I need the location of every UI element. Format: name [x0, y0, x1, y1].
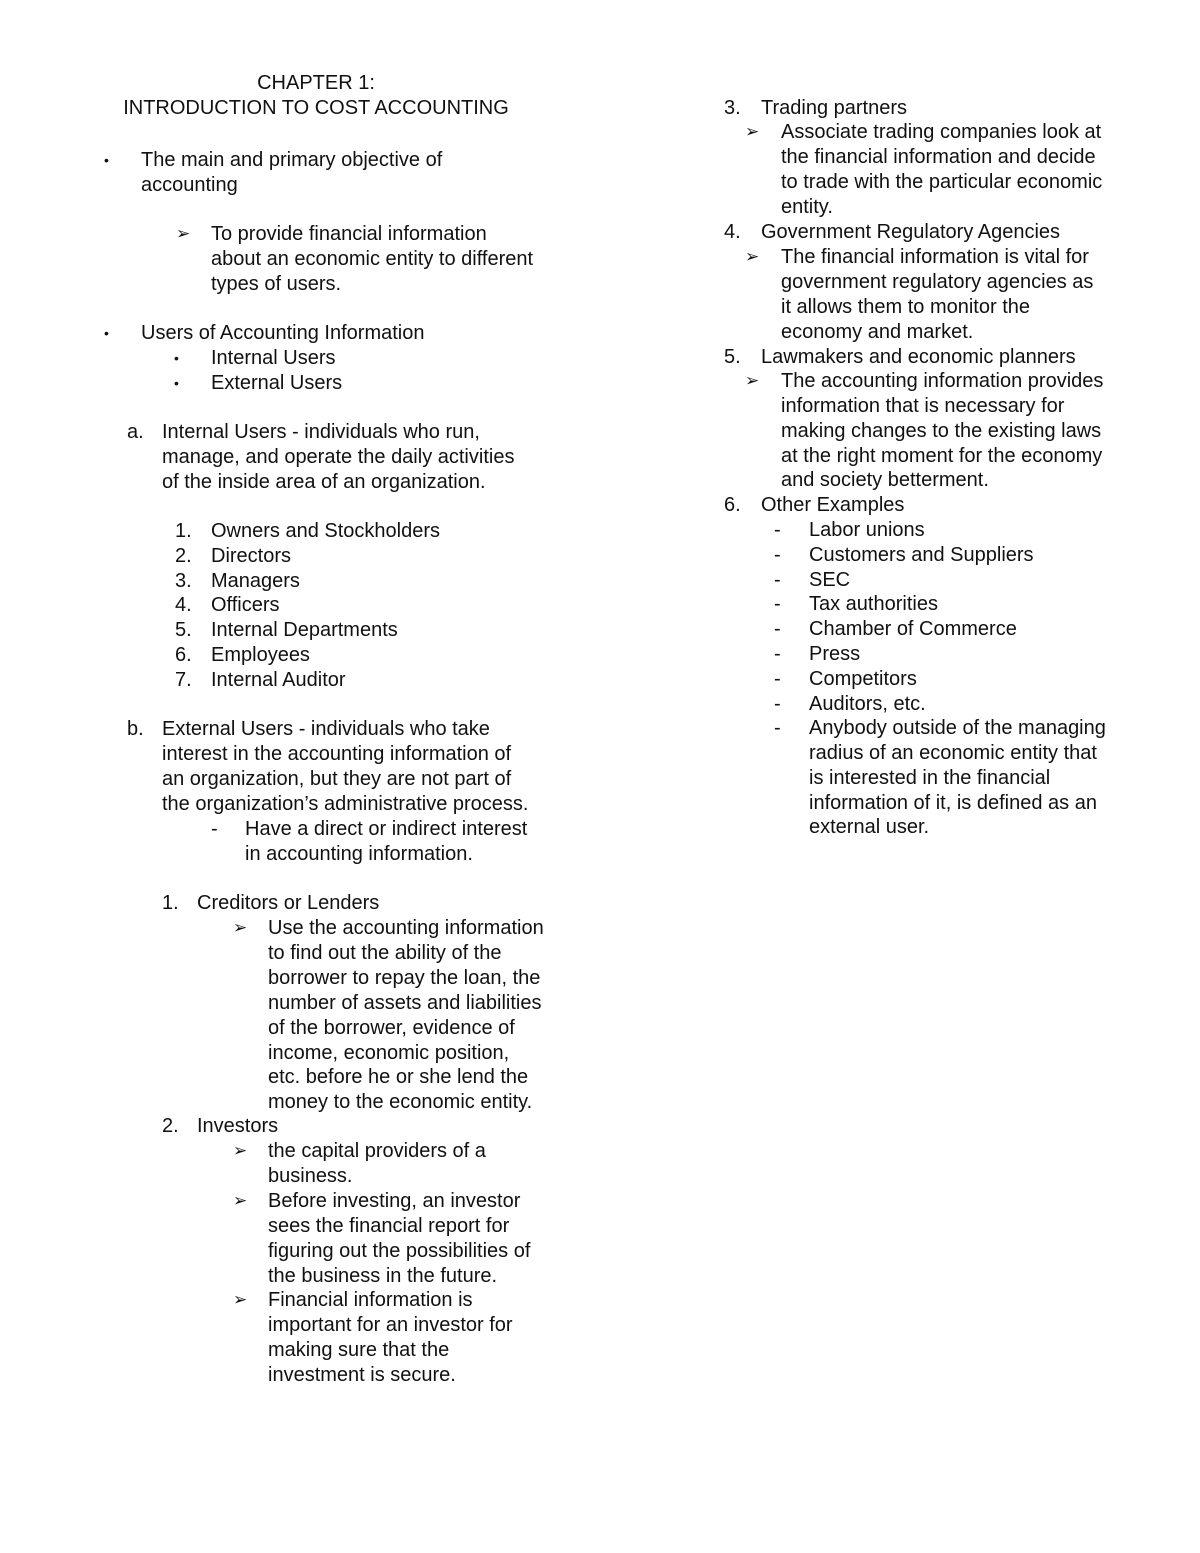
dash-marker: -	[774, 593, 781, 615]
other-example-item: Chamber of Commerce	[809, 618, 1017, 640]
lawmakers-text-line: and society betterment.	[781, 469, 989, 491]
bullet-marker: •	[104, 325, 109, 341]
dash-marker: -	[211, 818, 218, 840]
arrow-bullet-icon: ➢	[745, 122, 760, 141]
dash-marker: -	[774, 569, 781, 591]
internal-user-item: Employees	[211, 644, 310, 666]
internal-definition-line: manage, and operate the daily activities	[162, 446, 515, 468]
page-title: INTRODUCTION TO COST ACCOUNTING	[123, 97, 509, 119]
government-text-line: it allows them to monitor the	[781, 296, 1030, 318]
government-label: Government Regulatory Agencies	[761, 221, 1061, 243]
creditors-text-line: etc. before he or she lend the	[268, 1066, 529, 1088]
investors-point-line: figuring out the possibilities of	[268, 1240, 531, 1262]
investors-point-line: business.	[268, 1165, 353, 1187]
lawmakers-text-line: at the right moment for the economy	[781, 445, 1103, 467]
investors-point-line: Before investing, an investor	[268, 1190, 521, 1212]
arrow-bullet-icon: ➢	[233, 1290, 248, 1309]
arrow-bullet-icon: ➢	[233, 1141, 248, 1160]
government-text-line: economy and market.	[781, 321, 974, 343]
external-definition-line: the organization’s administrative process.	[162, 793, 529, 815]
internal-user-item: Managers	[211, 570, 300, 592]
bullet-marker: •	[174, 375, 179, 391]
internal-user-item: Internal Auditor	[211, 669, 346, 691]
arrow-bullet-icon: ➢	[745, 371, 760, 390]
objective-answer-line: about an economic entity to different	[211, 248, 534, 270]
list-number: 7.	[175, 669, 192, 691]
creditors-text-line: of the borrower, evidence of	[268, 1017, 515, 1039]
objective-heading-line: accounting	[141, 174, 238, 196]
dash-marker: -	[774, 668, 781, 690]
creditors-text-line: number of assets and liabilities	[268, 992, 542, 1014]
internal-user-item: Officers	[211, 594, 280, 616]
arrow-bullet-icon: ➢	[233, 1191, 248, 1210]
list-number: 6.	[724, 494, 741, 516]
investors-point-line: sees the financial report for	[268, 1215, 510, 1237]
external-definition-line: an organization, but they are not part of	[162, 768, 512, 790]
list-number: 1.	[162, 892, 179, 914]
other-example-item: Customers and Suppliers	[809, 544, 1034, 566]
users-heading: Users of Accounting Information	[141, 322, 425, 344]
external-note-line: Have a direct or indirect interest	[245, 818, 528, 840]
list-letter: a.	[127, 421, 144, 443]
creditors-text-line: borrower to repay the loan, the	[268, 967, 541, 989]
dash-marker: -	[774, 643, 781, 665]
arrow-bullet-icon: ➢	[745, 247, 760, 266]
internal-user-item: Owners and Stockholders	[211, 520, 441, 542]
other-example-item: Tax authorities	[809, 593, 938, 615]
creditors-text-line: to find out the ability of the	[268, 942, 502, 964]
bullet-marker: •	[174, 350, 179, 366]
trading-text-line: entity.	[781, 196, 833, 218]
other-example-item: SEC	[809, 569, 851, 591]
internal-definition-line: of the inside area of an organization.	[162, 471, 486, 493]
arrow-bullet-icon: ➢	[176, 224, 191, 243]
trading-text-line: the financial information and decide	[781, 146, 1096, 168]
list-number: 2.	[175, 545, 192, 567]
other-example-text-line: is interested in the financial	[809, 767, 1051, 789]
user-type-item: External Users	[211, 372, 343, 394]
investors-label: Investors	[197, 1115, 279, 1137]
trading-label: Trading partners	[761, 97, 907, 119]
lawmakers-text-line: making changes to the existing laws	[781, 420, 1102, 442]
investors-point-line: important for an investor for	[268, 1314, 513, 1336]
other-example-text-line: external user.	[809, 816, 930, 838]
other-example-item: Competitors	[809, 668, 917, 690]
other-example-item: Press	[809, 643, 861, 665]
bullet-marker: •	[104, 152, 109, 168]
other-example-text-line: information of it, is defined as an	[809, 792, 1097, 814]
arrow-bullet-icon: ➢	[233, 918, 248, 937]
lawmakers-label: Lawmakers and economic planners	[761, 346, 1076, 368]
government-text-line: The financial information is vital for	[781, 246, 1089, 268]
list-number: 6.	[175, 644, 192, 666]
list-letter: b.	[127, 718, 144, 740]
internal-user-item: Internal Departments	[211, 619, 398, 641]
investors-point-line: Financial information is	[268, 1289, 473, 1311]
list-number: 4.	[175, 594, 192, 616]
government-text-line: government regulatory agencies as	[781, 271, 1094, 293]
external-definition-line: External Users - individuals who take	[162, 718, 490, 740]
creditors-label: Creditors or Lenders	[197, 892, 380, 914]
objective-heading-line: The main and primary objective of	[141, 149, 443, 171]
trading-text-line: Associate trading companies look at	[781, 121, 1102, 143]
internal-definition-line: Internal Users - individuals who run,	[162, 421, 480, 443]
internal-user-item: Directors	[211, 545, 292, 567]
other-example-item: Labor unions	[809, 519, 925, 541]
list-number: 1.	[175, 520, 192, 542]
other-example-item: Auditors, etc.	[809, 693, 926, 715]
investors-point-line: making sure that the	[268, 1339, 450, 1361]
creditors-text-line: money to the economic entity.	[268, 1091, 533, 1113]
list-number: 5.	[724, 346, 741, 368]
investors-point-line: the capital providers of a	[268, 1140, 486, 1162]
dash-marker: -	[774, 717, 781, 739]
dash-marker: -	[774, 519, 781, 541]
dash-marker: -	[774, 618, 781, 640]
list-number: 3.	[175, 570, 192, 592]
list-number: 3.	[724, 97, 741, 119]
objective-answer-line: To provide financial information	[211, 223, 487, 245]
lawmakers-text-line: The accounting information provides	[781, 370, 1104, 392]
chapter-label: CHAPTER 1:	[257, 72, 375, 94]
investors-point-line: investment is secure.	[268, 1364, 456, 1386]
others-label: Other Examples	[761, 494, 905, 516]
list-number: 4.	[724, 221, 741, 243]
list-number: 2.	[162, 1115, 179, 1137]
dash-marker: -	[774, 693, 781, 715]
other-example-text-line: radius of an economic entity that	[809, 742, 1097, 764]
creditors-text-line: income, economic position,	[268, 1042, 510, 1064]
creditors-text-line: Use the accounting information	[268, 917, 544, 939]
user-type-item: Internal Users	[211, 347, 336, 369]
investors-point-line: the business in the future.	[268, 1265, 498, 1287]
lawmakers-text-line: information that is necessary for	[781, 395, 1065, 417]
objective-answer-line: types of users.	[211, 273, 342, 295]
list-number: 5.	[175, 619, 192, 641]
external-note-line: in accounting information.	[245, 843, 473, 865]
trading-text-line: to trade with the particular economic	[781, 171, 1103, 193]
external-definition-line: interest in the accounting information of	[162, 743, 512, 765]
dash-marker: -	[774, 544, 781, 566]
other-example-text-line: Anybody outside of the managing	[809, 717, 1106, 739]
